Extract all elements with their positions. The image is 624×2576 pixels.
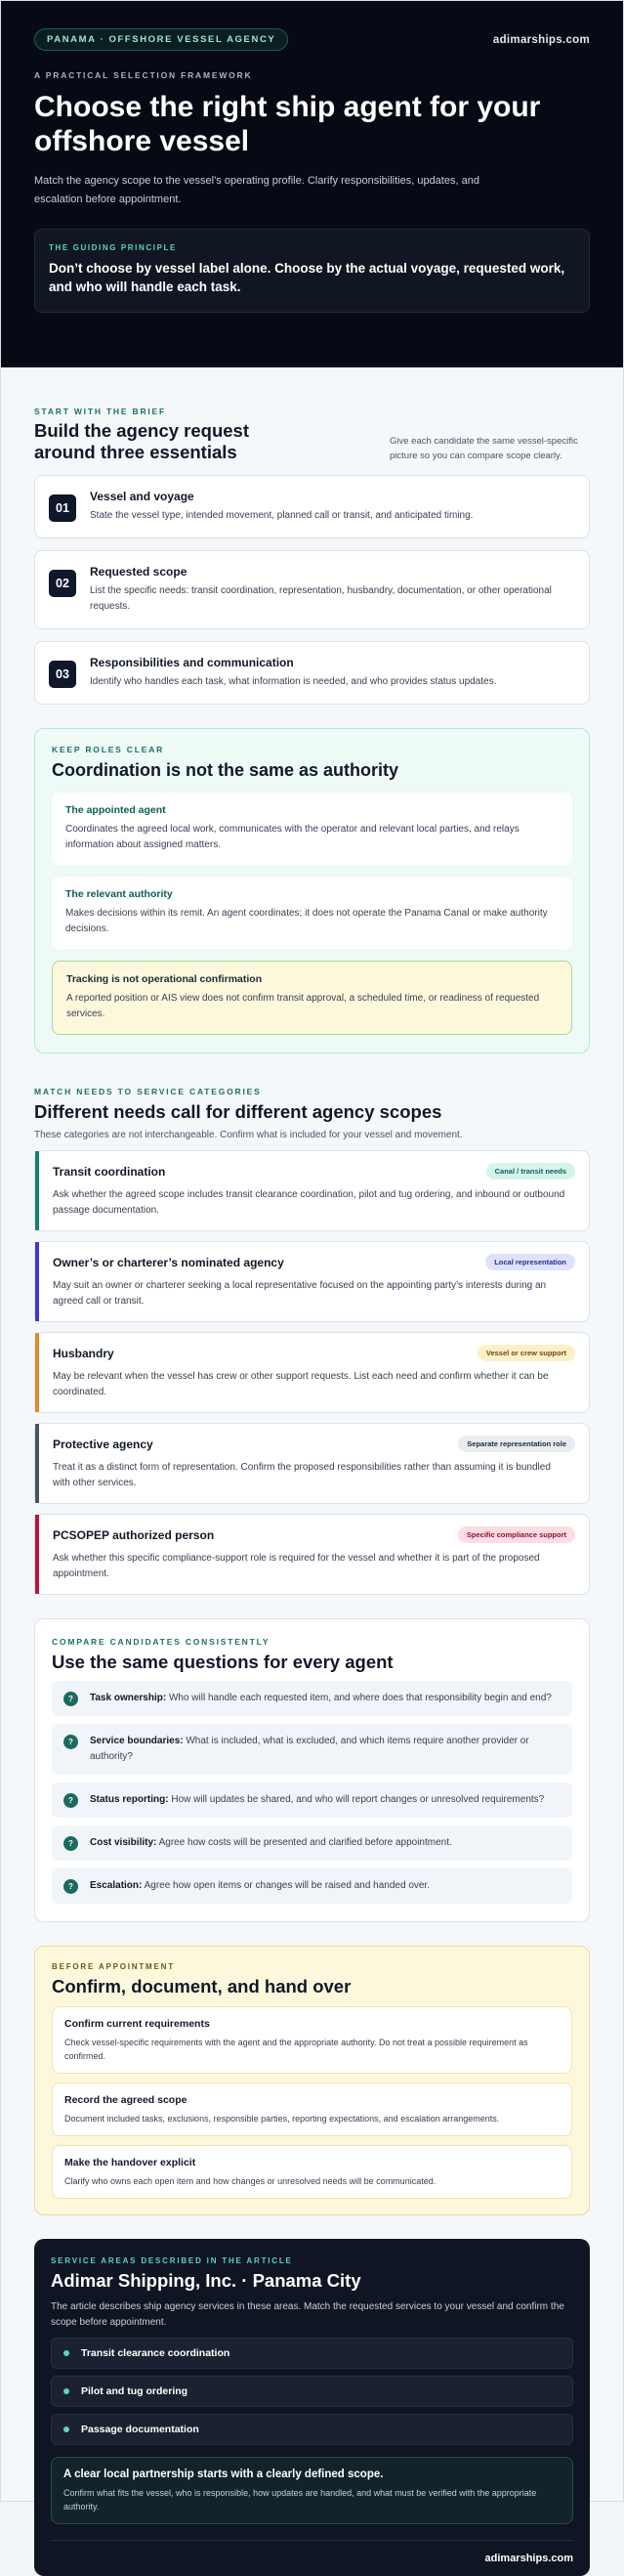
- checklist-card: [52, 2082, 572, 2136]
- scope-accent-bar: [35, 1333, 39, 1412]
- site-link[interactable]: adimarships.com: [492, 33, 590, 46]
- questions-eyebrow: COMPARE CANDIDATES CONSISTENTLY: [52, 1637, 270, 1647]
- step-body: [90, 565, 575, 615]
- step-body: [90, 490, 473, 524]
- roles-title: Coordination is not the same as authority: [52, 760, 399, 780]
- step-title: Responsibilities and communication: [90, 656, 294, 669]
- question-body: What is included, what is excluded, and which items require another provider or authority?: [90, 1736, 529, 1762]
- scope-description: May be relevant when the vessel has crew or other support requests. List each need and confirm whether it can be coordinated.: [53, 1371, 549, 1397]
- scope-list: [34, 1150, 590, 1595]
- brief-section: [1, 367, 623, 705]
- scope-card: [34, 1150, 590, 1231]
- question-text: [90, 1734, 561, 1765]
- role-card: [52, 793, 572, 865]
- question-item: [52, 1782, 572, 1818]
- scope-card-header: [53, 1526, 575, 1543]
- areas-eyebrow: SERVICE AREAS DESCRIBED IN THE ARTICLE: [51, 2256, 293, 2265]
- scope-tag: Canal / transit needs: [486, 1163, 575, 1180]
- scope-title: PCSOPEP authorized person: [53, 1527, 215, 1542]
- bullet-dot-icon: [63, 2388, 69, 2394]
- bullet-dot-icon: [63, 2350, 69, 2356]
- question-item: [52, 1825, 572, 1861]
- role-title: The appointed agent: [65, 804, 166, 816]
- checklist-title: Confirm current requirements: [64, 2018, 210, 2030]
- question-label: Service boundaries:: [90, 1736, 184, 1746]
- warning-title: Tracking is not operational confirmation: [66, 973, 263, 985]
- scope-title: Owner’s or charterer’s nominated agency: [53, 1255, 284, 1269]
- checklist-card: [52, 2006, 572, 2074]
- service-area-label: Transit clearance coordination: [81, 2347, 230, 2359]
- scope-tag: Vessel or crew support: [478, 1345, 575, 1361]
- roles-section: [34, 728, 590, 1053]
- role-card: [52, 877, 572, 949]
- brief-note: Give each candidate the same vessel-specific picture so you can compare scope clearly.: [390, 436, 578, 461]
- checklist-card: [52, 2145, 572, 2199]
- before-title: Confirm, document, and hand over: [52, 1976, 352, 1996]
- checklist-description: Document included tasks, exclusions, responsible parties, reporting expectations, and escalation arrangements.: [64, 2114, 500, 2124]
- scope-card: [34, 1332, 590, 1413]
- scope-card-header: [53, 1163, 575, 1180]
- page-title: Choose the right ship agent for your offshore vessel: [34, 91, 541, 157]
- company-title: Adimar Shipping, Inc. · Panama City: [51, 2270, 361, 2291]
- brief-header: [34, 420, 590, 463]
- scopes-section: [1, 1053, 623, 1595]
- step-number: 03: [49, 661, 76, 688]
- step-body: [90, 656, 496, 690]
- question-label: Cost visibility:: [90, 1837, 157, 1848]
- checklist-title: Record the agreed scope: [64, 2094, 187, 2106]
- question-text: [90, 1835, 452, 1851]
- scope-card: [34, 1514, 590, 1595]
- question-icon: ?: [63, 1793, 78, 1808]
- before-appointment-section: [34, 1946, 590, 2215]
- scope-accent-bar: [35, 1242, 39, 1321]
- hero-eyebrow: A PRACTICAL SELECTION FRAMEWORK: [34, 70, 253, 80]
- principle-eyebrow: THE GUIDING PRINCIPLE: [49, 243, 177, 252]
- category-pill: PANAMA · OFFSHORE VESSEL AGENCY: [34, 28, 288, 51]
- scope-title: Husbandry: [53, 1346, 114, 1360]
- question-body: Agree how costs will be presented and clarified before appointment.: [156, 1837, 452, 1848]
- footer-site-link[interactable]: adimarships.com: [51, 2540, 573, 2576]
- question-icon: ?: [63, 1879, 78, 1894]
- warning-description: A reported position or AIS view does not confirm transit approval, a scheduled time, or readiness of requested services.: [66, 993, 540, 1019]
- brief-step: [34, 641, 590, 705]
- areas-description: The article describes ship agency services in these areas. Match the requested services to your vessel and confirm the scope before appointment.: [51, 2301, 564, 2328]
- hero: [1, 1, 623, 367]
- step-description: List the specific needs: transit coordination, representation, husbandry, documentation, or other operational requests.: [90, 585, 552, 612]
- closing-description: Confirm what fits the vessel, who is responsible, how updates are handled, and what must be verified with the appropriate authority.: [63, 2488, 537, 2512]
- question-text: [90, 1878, 430, 1894]
- checklist-description: Check vessel-specific requirements with the agent and the appropriate authority. Do not treat a possible requirement as confirmed.: [64, 2038, 528, 2061]
- step-title: Vessel and voyage: [90, 490, 194, 503]
- service-area-item: [51, 2414, 573, 2445]
- question-item: [52, 1681, 572, 1716]
- question-body: Who will handle each requested item, and where does that responsibility begin and end?: [166, 1693, 552, 1703]
- question-icon: ?: [63, 1692, 78, 1706]
- scope-card: [34, 1423, 590, 1504]
- scope-card-header: [53, 1436, 575, 1452]
- before-eyebrow: BEFORE APPOINTMENT: [52, 1962, 175, 1971]
- service-area-label: Passage documentation: [81, 2424, 199, 2435]
- question-icon: ?: [63, 1735, 78, 1749]
- tracking-warning-card: [52, 961, 572, 1035]
- scope-description: May suit an owner or charterer seeking a local representative focused on the appointing party’s interests during an agreed call or transit.: [53, 1280, 547, 1307]
- brief-title: Build the agency request around three essentials: [34, 420, 249, 462]
- service-areas-section: [34, 2239, 590, 2576]
- principle-text: Don’t choose by vessel label alone. Choose by the actual voyage, requested work, and who will handle each task.: [49, 261, 565, 294]
- service-area-item: [51, 2376, 573, 2407]
- scope-title: Protective agency: [53, 1437, 153, 1451]
- scopes-title: Different needs call for different agency scopes: [34, 1101, 442, 1122]
- question-label: Task ownership:: [90, 1693, 167, 1703]
- scopes-subtitle: These categories are not interchangeable. Confirm what is included for your vessel and movement.: [34, 1130, 463, 1140]
- question-item: [52, 1868, 572, 1904]
- bullet-dot-icon: [63, 2426, 69, 2432]
- step-description: Identify who handles each task, what information is needed, and who provides status updates.: [90, 676, 497, 687]
- role-description: Makes decisions within its remit. An agent coordinates; it does not operate the Panama Canal or make authority decisions.: [65, 908, 548, 934]
- scope-card-header: [53, 1345, 575, 1361]
- guiding-principle-card: [34, 229, 590, 313]
- hero-topbar: [34, 28, 590, 51]
- scope-accent-bar: [35, 1151, 39, 1230]
- scope-title: Transit coordination: [53, 1164, 166, 1179]
- scope-description: Treat it as a distinct form of representation. Confirm the proposed responsibilities rather than assuming it is bundled with other services.: [53, 1462, 551, 1488]
- role-title: The relevant authority: [65, 888, 173, 900]
- step-number: 01: [49, 494, 76, 522]
- checklist-title: Make the handover explicit: [64, 2157, 196, 2168]
- scope-card: [34, 1241, 590, 1322]
- scope-accent-bar: [35, 1424, 39, 1503]
- roles-eyebrow: KEEP ROLES CLEAR: [52, 745, 165, 754]
- scope-description: Ask whether this specific compliance-support role is required for the vessel and whether it is part of the proposed appointment.: [53, 1553, 540, 1579]
- checklist-description: Clarify who owns each open item and how changes or unresolved needs will be communicated.: [64, 2176, 437, 2186]
- role-description: Coordinates the agreed local work, communicates with the operator and relevant local parties, and relays information about assigned matters.: [65, 824, 520, 850]
- question-label: Status reporting:: [90, 1794, 169, 1805]
- question-body: Agree how open items or changes will be raised and handed over.: [142, 1880, 430, 1891]
- question-text: [90, 1691, 552, 1706]
- hero-lede: Match the agency scope to the vessel’s operating profile. Clarify responsibilities, updates, and escalation before appointment.: [34, 175, 479, 205]
- question-icon: ?: [63, 1836, 78, 1851]
- closing-card: [51, 2457, 573, 2524]
- question-label: Escalation:: [90, 1880, 143, 1891]
- scope-tag: Local representation: [485, 1254, 575, 1270]
- scope-tag: Separate representation role: [458, 1436, 575, 1452]
- step-title: Requested scope: [90, 565, 187, 579]
- scope-tag: Specific compliance support: [458, 1526, 575, 1543]
- questions-section: [34, 1618, 590, 1922]
- brief-step: [34, 475, 590, 538]
- question-item: [52, 1724, 572, 1775]
- questions-title: Use the same questions for every agent: [52, 1652, 394, 1672]
- scope-description: Ask whether the agreed scope includes transit clearance coordination, pilot and tug ordering, and inbound or outbound passage documentation.: [53, 1189, 565, 1216]
- scopes-eyebrow: MATCH NEEDS TO SERVICE CATEGORIES: [34, 1087, 262, 1096]
- question-text: [90, 1792, 544, 1808]
- step-description: State the vessel type, intended movement, planned call or transit, and anticipated timing.: [90, 510, 474, 521]
- service-area-label: Pilot and tug ordering: [81, 2385, 188, 2397]
- step-number: 02: [49, 570, 76, 597]
- scope-card-header: [53, 1254, 575, 1270]
- service-area-item: [51, 2338, 573, 2369]
- brief-step: [34, 550, 590, 629]
- scope-accent-bar: [35, 1515, 39, 1594]
- closing-title: A clear local partnership starts with a clearly defined scope.: [63, 2469, 384, 2480]
- question-body: How will updates be shared, and who will report changes or unresolved requirements?: [168, 1794, 545, 1805]
- brief-eyebrow: START WITH THE BRIEF: [34, 407, 166, 416]
